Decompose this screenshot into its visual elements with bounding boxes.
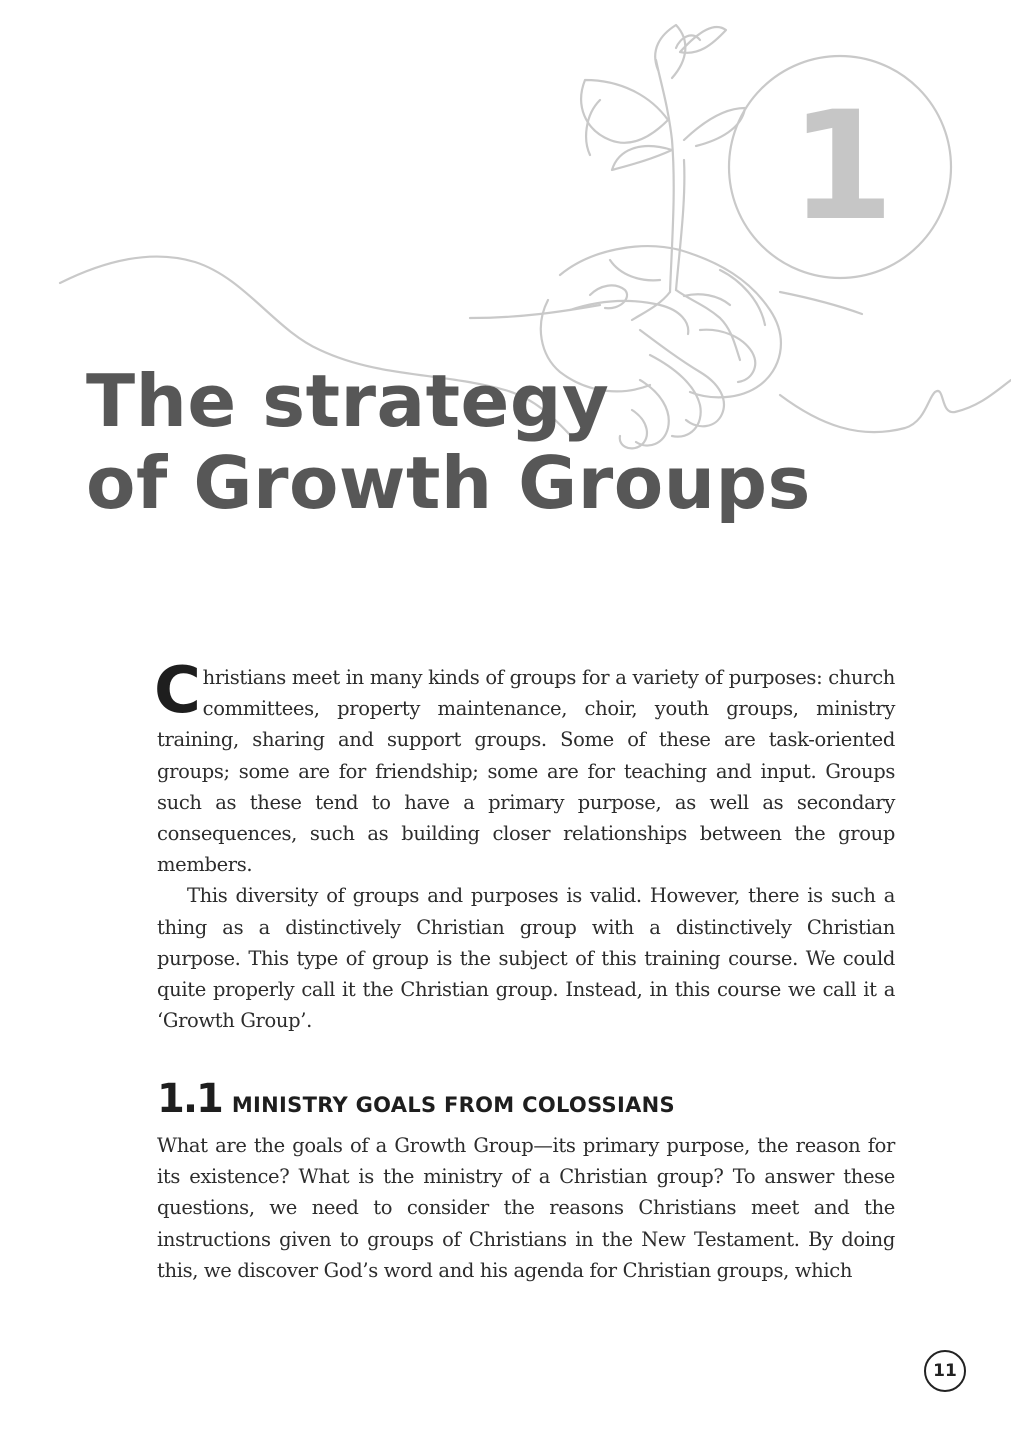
section-number: 1.1 <box>157 1076 222 1122</box>
leaf <box>680 27 726 53</box>
intro-paragraph <box>154 654 895 880</box>
section-paragraph: What are the goals of a Growth Group—its primary purpose, the reason for its existence? What is the ministry of a Christian group? To answer these questions, we need to consider the reasons Christians meet and the instructions given to groups of Christians in the New Testament. By doing this, we discover God’s word and his agenda for Christian groups, which <box>157 1134 895 1282</box>
intro-text <box>154 654 895 1036</box>
drop-cap: C <box>154 654 201 728</box>
leaf <box>612 146 672 170</box>
page-number: 11 <box>924 1350 966 1392</box>
chapter-number: 1 <box>789 80 891 254</box>
chapter-title <box>86 360 811 524</box>
chapter-title-line: of Growth Groups <box>86 441 811 525</box>
seedling-stem <box>656 60 674 292</box>
intro-paragraph-text: hristians meet in many kinds of groups for a variety of purposes: church committees, property maintenance, choir, youth groups, ministry training, sharing and support groups. Some of these are task-oriented groups; some are for friendship; some are for teaching and input. Groups such as these tend to have a primary purpose, as well as secondary consequences, such as building closer relationships between the group members. <box>157 666 895 877</box>
chapter-title-line: The strategy <box>86 359 610 443</box>
section-title: MINISTRY GOALS FROM COLOSSIANS <box>231 1093 675 1117</box>
intro-paragraph: This diversity of groups and purposes is valid. However, there is such a thing as a distinctively Christian group with a distinctively Christian purpose. This type of group is the subject of this training course. We could quite properly call it the Christian group. Instead, in this course we call it a ‘Growth Group’. <box>157 884 895 1033</box>
section-heading <box>157 1076 675 1122</box>
section-text <box>157 1130 895 1286</box>
wave-line-right <box>780 380 1011 432</box>
leaf <box>676 35 700 48</box>
leaf <box>581 80 668 143</box>
